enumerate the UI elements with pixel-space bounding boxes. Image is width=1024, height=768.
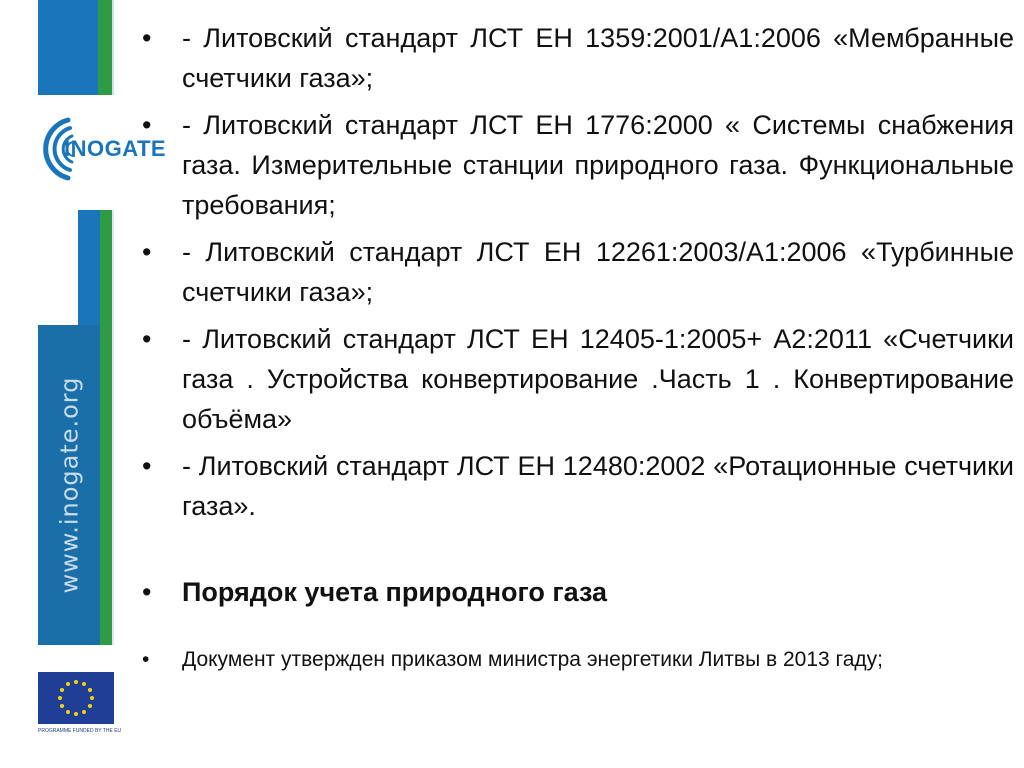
section-heading-item	[138, 572, 1014, 612]
bullet: •	[142, 110, 152, 140]
list-item	[138, 105, 1014, 225]
list-item	[138, 446, 1014, 526]
decorative-bar	[78, 210, 100, 325]
decorative-bar	[38, 0, 98, 95]
decorative-bar	[100, 210, 112, 645]
eu-caption: PROGRAMME FUNDED BY THE EU	[38, 728, 122, 734]
website-url	[38, 325, 100, 645]
bullet: •	[142, 23, 152, 53]
standard-text: - Литовский стандарт ЛСТ ЕН 12261:2003/А1:2006 «Турбинные счетчики газа»;	[182, 237, 1014, 307]
bullet: •	[142, 577, 152, 607]
bullet: •	[142, 324, 152, 354]
list-item	[138, 18, 1014, 98]
list-item	[138, 232, 1014, 312]
decorative-bar	[98, 0, 112, 95]
standard-text: - Литовский стандарт ЛСТ ЕН 1359:2001/А1:2006 «Мембранные счетчики газа»;	[182, 23, 1014, 93]
section-heading: Порядок учета природного газа	[182, 577, 608, 607]
bullet: •	[142, 451, 152, 481]
decorative-bar	[112, 0, 114, 95]
eu-stars-icon	[38, 672, 114, 724]
decorative-bar	[112, 210, 114, 645]
note-text: Документ утвержден приказом министра энергетики Литвы в 2013 гаду;	[182, 648, 883, 671]
logo-text: INOGATE	[64, 136, 167, 161]
standard-text: - Литовский стандарт ЛСТ ЕН 12480:2002 «Ротационные счетчики газа».	[182, 451, 1014, 521]
website-url-text: www.inogate.org	[55, 376, 84, 594]
list-item	[138, 319, 1014, 439]
slide-content	[138, 18, 1014, 675]
bullet: •	[142, 237, 152, 267]
standard-text: - Литовский стандарт ЛСТ ЕН 12405-1:2005+ А2:2011 «Счетчики газа . Устройства конвертирование .Часть 1 . Конвертирование объёма»	[182, 324, 1014, 434]
bullet: •	[142, 648, 150, 671]
eu-flag	[38, 672, 114, 724]
note-item	[138, 644, 1014, 675]
standard-text: - Литовский стандарт ЛСТ ЕН 1776:2000 « Системы снабжения газа. Измерительные станции природного газа. Функциональные требования;	[182, 110, 1014, 220]
